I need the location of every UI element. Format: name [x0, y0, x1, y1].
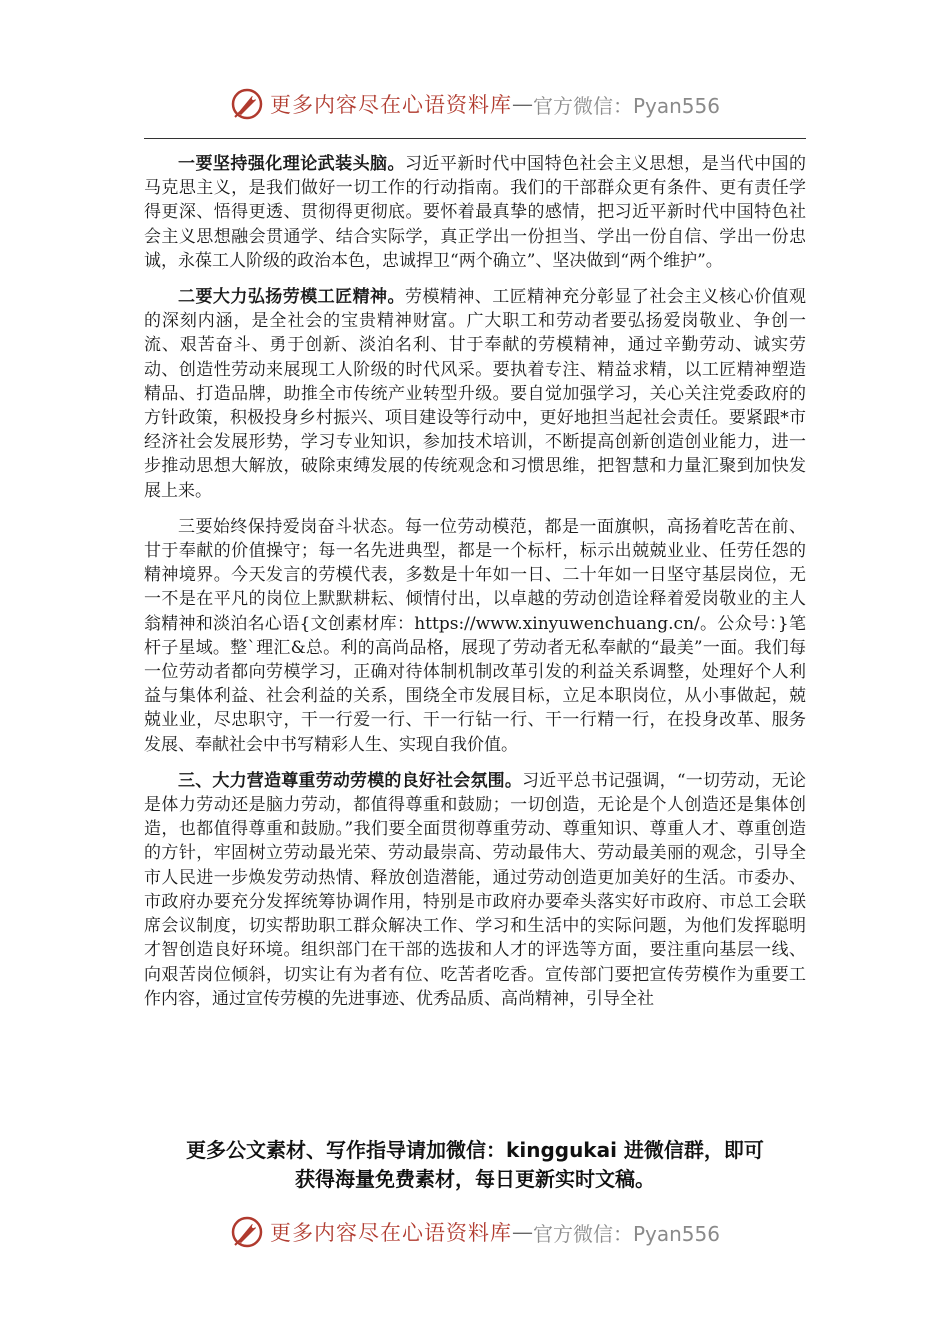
header-divider	[144, 138, 806, 139]
document-body	[144, 152, 806, 1023]
fountain-pen-logo-icon	[230, 87, 264, 121]
paragraph-lead: 一要坚持强化理论武装头脑。	[178, 154, 405, 174]
footer-contact: 官方微信：Pyan556	[532, 1221, 720, 1246]
promo-notice-line-2: 获得海量免费素材，每日更新实时文稿。	[295, 1167, 655, 1191]
header-brand-text: 更多内容尽在心语资料库	[269, 93, 512, 117]
paragraph-3	[144, 515, 806, 757]
fountain-pen-logo-icon	[230, 1215, 264, 1249]
footer-brand-text: 更多内容尽在心语资料库	[269, 1221, 512, 1245]
paragraph-text: 习近平总书记强调，“一切劳动，无论是体力劳动还是脑力劳动，都值得尊重和鼓励；一切创造，无论是个人创造还是集体创造，也都值得尊重和鼓励。”我们要全面贯彻尊重劳动、尊重知识、尊重人才、尊重创造的方针，牢固树立劳动最光荣、劳动最崇高、劳动最伟大、劳动最美丽的观念，引导全市人民进一步焕发劳动热情、释放创造潜能，通过劳动创造更加美好的生活。市委办、市政府办要充分发挥统筹协调作用，特别是市政府办要牵头落实好市政府、市总工会联席会议制度，切实帮助职工群众解决工作、学习和生活中的实际问题，为他们发挥聪明才智创造良好环境。组织部门在干部的选拔和人才的评选等方面，要注重向基层一线、向艰苦岗位倾斜，切实让有为者有位、吃苦者吃香。宣传部门要把宣传劳模作为重要工作内容，通过宣传劳模的先进事迹、优秀品质、高尚精神，引导全社	[144, 770, 806, 1009]
paragraph-2	[144, 285, 806, 503]
paragraph-lead: 二要大力弘扬劳模工匠精神。	[178, 287, 405, 308]
footer-separator: —	[511, 1220, 533, 1244]
header-contact: 官方微信：Pyan556	[532, 93, 720, 118]
header-separator: —	[511, 92, 533, 116]
paragraph-lead: 三、大力营造尊重劳动劳模的良好社会氛围。	[178, 770, 523, 791]
paragraph-1	[144, 152, 806, 273]
paragraph-text: 习近平新时代中国特色社会主义思想，是当代中国的马克思主义，是我们做好一切工作的行动指南。我们的干部群众更有条件、更有责任学得更深、悟得更透、贯彻得更彻底。要怀着最真挚的感情，把习近平新时代中国特色社会主义思想融会贯通学、结合实际学，真正学出一份担当、学出一份自信、学出一份忠诚，永葆工人阶级的政治本色，忠诚捍卫“两个确立”、坚决做到“两个维护”。	[144, 154, 807, 271]
footer-banner	[0, 1212, 950, 1252]
paragraph-text: 劳模精神、工匠精神充分彰显了社会主义核心价值观的深刻内涵，是全社会的宝贵精神财富。广大职工和劳动者要弘扬爱岗敬业、争创一流、艰苦奋斗、勇于创新、淡泊名利、甘于奉献的劳模精神，通过辛勤劳动、诚实劳动、创造性劳动来展现工人阶级的时代风采。要执着专注、精益求精，以工匠精神塑造精品、打造品牌，助推全市传统产业转型升级。要自觉加强学习，关心关注党委政府的方针政策，积极投身乡村振兴、项目建设等行动中，更好地担当起社会责任。要紧跟*市经济社会发展形势，学习专业知识，参加技术培训，不断提高创新创造创业能力，进一步推动思想大解放，破除束缚发展的传统观念和习惯思维，把智慧和力量汇聚到加快发展上来。	[144, 287, 807, 501]
promo-notice	[140, 1136, 810, 1194]
paragraph-text: 三要始终保持爱岗奋斗状态。每一位劳动模范，都是一面旗帜，高扬着吃苦在前、甘于奉献的价值操守；每一名先进典型，都是一个标杆，标示出兢兢业业、任劳任怨的精神境界。今天发言的劳模代表，多数是十年如一日、二十年如一日坚守基层岗位，无一不是在平凡的岗位上默默耕耘、倾情付出，以卓越的劳动创造诠释着爱岗敬业的主人翁精神和淡泊名心语{文创素材库：https://www.xinyuwenchuang.cn/。公众号：}笔杆子星域。整`理汇&总。利的高尚品格，展现了劳动者无私奉献的“最美”一面。我们每一位劳动者都向劳模学习，正确对待体制机制改革引发的利益关系调整，处理好个人利益与集体利益、社会利益的关系，围绕全市发展目标，立足本职岗位，从小事做起，兢兢业业，尽忠职守，干一行爱一行、干一行钻一行、干一行精一行，在投身改革、服务发展、奉献社会中书写精彩人生、实现自我价值。	[144, 516, 806, 755]
promo-notice-line-1: 更多公文素材、写作指导请加微信：kinggukai 进微信群，即可	[186, 1138, 764, 1162]
header-banner	[0, 84, 950, 124]
paragraph-4	[144, 769, 806, 1011]
